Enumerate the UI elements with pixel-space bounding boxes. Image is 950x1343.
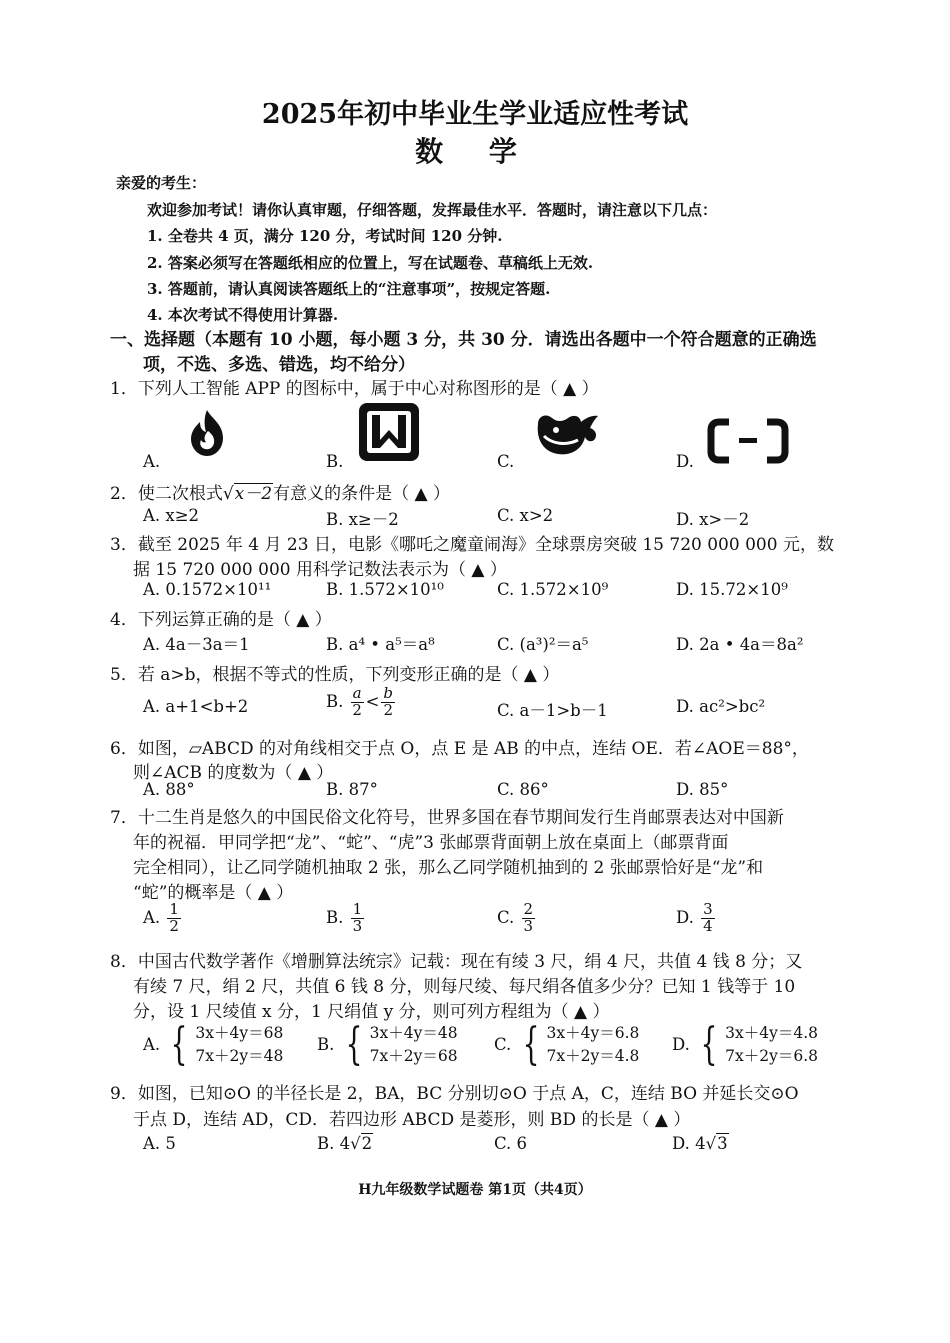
q5-b-rel: < — [365, 691, 380, 711]
q8-d-eq2: 7x＋2y＝6.8 — [725, 1047, 819, 1066]
q6-line2: 则∠ACB 的度数为（ ▲ ） — [133, 763, 334, 783]
section-heading: 一、选择题（本题有 10 小题，每小题 3 分，共 30 分．请选出各题中一个符合题意的正确选 — [110, 330, 817, 350]
q7-line2: 年的祝福．甲同学把“龙”、“蛇”、“虎”3 张邮票背面朝上放在桌面上（邮票背面 — [133, 833, 729, 853]
q1-stem: 1．下列人工智能 APP 的图标中，属于中心对称图形的是（ ▲ ） — [110, 379, 599, 399]
q8-a-eq1: 3x＋4y＝68 — [195, 1024, 284, 1042]
note-3: 3. 答题前，请认真阅读答题纸上的“注意事项”，按规定答题. — [147, 280, 551, 298]
q9-line1: 9．如图，已知⊙O 的半径长是 2，BA，BC 分别切⊙O 于点 A，C，连结 BO 并延长交⊙O — [110, 1084, 799, 1104]
q8-c-eq1: 3x＋4y＝6.8 — [546, 1024, 640, 1042]
q7-b-label: B. — [326, 907, 344, 927]
q7-b-den: 3 — [352, 916, 363, 935]
q5-option-b-label: B. — [326, 691, 344, 711]
note-4: 4. 本次考试不得使用计算器. — [147, 306, 339, 324]
q8-a-eq2: 7x＋2y＝48 — [195, 1047, 284, 1066]
q7-line1: 7．十二生肖是悠久的中国民俗文化符号，世界多国在春节期间发行生肖邮票表达对中国新 — [110, 808, 784, 828]
q7-b-num: 1 — [352, 900, 363, 918]
q9-option-b: B. 4√2 — [317, 1134, 373, 1153]
q8-option-a: A. { 3x＋4y＝68 7x＋2y＝48 — [143, 1019, 284, 1071]
framed-w-logo-icon — [358, 402, 420, 462]
q9-d-prefix: D. 4 — [672, 1134, 706, 1153]
q4-option-d: D. 2a • 4a＝8a² — [676, 635, 804, 654]
q5-option-d: D. ac²>bc² — [676, 697, 766, 716]
q2-radical: x－2 — [234, 484, 273, 504]
q8-b-label: B. — [317, 1034, 335, 1054]
q7-option-d — [676, 902, 717, 935]
welcome-text: 欢迎参加考试！请你认真审题，仔细答题，发挥最佳水平．答题时，请注意以下几点： — [147, 201, 718, 219]
q6-option-b: B. 87° — [326, 780, 378, 799]
q5-b-num1: a — [352, 684, 362, 702]
q6-option-d: D. 85° — [676, 780, 729, 799]
q8-line1: 8．中国古代数学著作《增删算法统宗》记载：现在有绫 3 尺，绢 4 尺，共值 4 钱 8 分；又 — [110, 952, 803, 972]
q7-a-label: A. — [143, 907, 161, 927]
q5-b-den1: 2 — [352, 700, 362, 719]
q6-line1: 6．如图，▱ABCD 的对角线相交于点 O，点 E 是 AB 的中点，连结 OE．若∠AOE＝88°， — [110, 739, 809, 759]
q7-option-b — [326, 902, 366, 935]
greeting: 亲爱的考生： — [116, 174, 207, 192]
q4-option-a: A. 4a－3a＝1 — [143, 635, 250, 654]
subject-title: 数 学 — [415, 135, 535, 168]
q7-c-label: C. — [497, 907, 515, 927]
q6-option-a: A. 88° — [143, 780, 195, 799]
q8-option-c: C. { 3x＋4y＝6.8 7x＋2y＝4.8 — [494, 1019, 640, 1071]
q1-option-d: D. — [676, 452, 694, 471]
q9-option-a: A. 5 — [143, 1134, 176, 1153]
q1-option-b: B. — [326, 452, 344, 471]
q1-option-c: C. — [497, 452, 515, 471]
q2-stem: 2．使二次根式√x－2有意义的条件是（ ▲ ） — [110, 484, 450, 504]
q4-option-c: C. (a³)²＝a⁵ — [497, 635, 589, 654]
q5-stem: 5．若 a>b，根据不等式的性质，下列变形正确的是（ ▲ ） — [110, 665, 560, 685]
q2-option-d: D. x>－2 — [676, 510, 750, 529]
q1-option-a: A. — [143, 452, 161, 471]
q7-c-num: 2 — [523, 900, 534, 918]
q9-b-rad: 2 — [361, 1134, 373, 1153]
q5-option-a: A. a+1<b+2 — [143, 697, 249, 716]
q7-a-den: 2 — [169, 916, 179, 935]
q8-d-label: D. — [672, 1034, 690, 1054]
q8-b-eq1: 3x＋4y＝48 — [369, 1024, 458, 1042]
q2-option-c: C. x>2 — [497, 506, 554, 525]
q7-line4: “蛇”的概率是（ ▲ ） — [133, 883, 294, 903]
q5-option-b — [326, 686, 397, 719]
whale-logo-icon — [534, 410, 600, 458]
q4-stem: 4．下列运算正确的是（ ▲ ） — [110, 610, 332, 630]
q5-b-den2: 2 — [383, 700, 393, 719]
q7-d-num: 3 — [703, 900, 713, 918]
flame-logo-icon — [181, 407, 233, 459]
q8-c-label: C. — [494, 1034, 512, 1054]
exam-title: 2025年初中毕业生学业适应性考试 — [261, 99, 689, 130]
q2-stem-prefix: 2．使二次根式 — [110, 484, 223, 504]
q7-c-den: 3 — [523, 916, 534, 935]
q8-line2: 有绫 7 尺，绢 2 尺，共值 6 钱 8 分，则每尺绫、每尺绢各值多少分？已知 1 钱等于 10 — [133, 977, 796, 997]
q9-b-prefix: B. 4 — [317, 1134, 351, 1153]
q2-option-b: B. x≥－2 — [326, 510, 399, 529]
q7-line3: 完全相同），让乙同学随机抽取 2 张，那么乙同学随机抽到的 2 张邮票恰好是“龙”和 — [133, 858, 764, 878]
q6-option-c: C. 86° — [497, 780, 549, 799]
q7-d-label: D. — [676, 907, 694, 927]
q7-d-den: 4 — [703, 916, 713, 935]
bracket-dash-logo-icon — [707, 417, 789, 465]
section-heading-cont: 项，不选、多选、错选，均不给分） — [143, 355, 415, 375]
q8-c-eq2: 7x＋2y＝4.8 — [546, 1047, 640, 1066]
q8-option-b: B. { 3x＋4y＝48 7x＋2y＝68 — [317, 1019, 458, 1071]
page-footer: H九年级数学试题卷 第1页（共4页） — [358, 1182, 592, 1198]
q2-stem-suffix: 有意义的条件是（ ▲ ） — [273, 484, 450, 504]
q9-option-d: D. 4√3 — [672, 1134, 728, 1153]
q8-d-eq1: 3x＋4y＝4.8 — [725, 1024, 819, 1042]
q5-option-c: C. a－1>b－1 — [497, 701, 608, 720]
q8-option-d: D. { 3x＋4y＝4.8 7x＋2y＝6.8 — [672, 1019, 819, 1071]
q3-option-b: B. 1.572×10¹⁰ — [326, 580, 444, 599]
q7-a-num: 1 — [169, 900, 179, 918]
note-1: 1. 全卷共 4 页，满分 120 分，考试时间 120 分钟. — [147, 227, 503, 245]
q3-option-a: A. 0.1572×10¹¹ — [143, 580, 272, 599]
q3-option-d: D. 15.72×10⁹ — [676, 580, 788, 599]
q9-d-rad: 3 — [717, 1134, 728, 1153]
q3-option-c: C. 1.572×10⁹ — [497, 580, 609, 599]
note-2: 2. 答案必须写在答题纸相应的位置上，写在试题卷、草稿纸上无效. — [147, 254, 594, 272]
q8-line3: 分，设 1 尺绫值 x 分，1 尺绢值 y 分，则可列方程组为（ ▲ ） — [133, 1002, 610, 1022]
q7-option-c — [497, 902, 537, 935]
q4-option-b: B. a⁴ • a⁵＝a⁸ — [326, 635, 435, 654]
q3-line2: 据 15 720 000 000 用科学记数法表示为（ ▲ ） — [133, 560, 507, 580]
q7-option-a — [143, 902, 183, 935]
q8-a-label: A. — [143, 1034, 161, 1054]
q2-option-a: A. x≥2 — [143, 506, 200, 525]
q8-b-eq2: 7x＋2y＝68 — [369, 1047, 458, 1066]
q9-line2: 于点 D，连结 AD，CD．若四边形 ABCD 是菱形，则 BD 的长是（ ▲ ） — [133, 1110, 691, 1130]
q5-b-num2: b — [383, 684, 394, 702]
q3-line1: 3．截至 2025 年 4 月 23 日，电影《哪吒之魔童闹海》全球票房突破 15 720 000 000 元，数 — [110, 535, 834, 555]
q9-option-c: C. 6 — [494, 1134, 528, 1153]
